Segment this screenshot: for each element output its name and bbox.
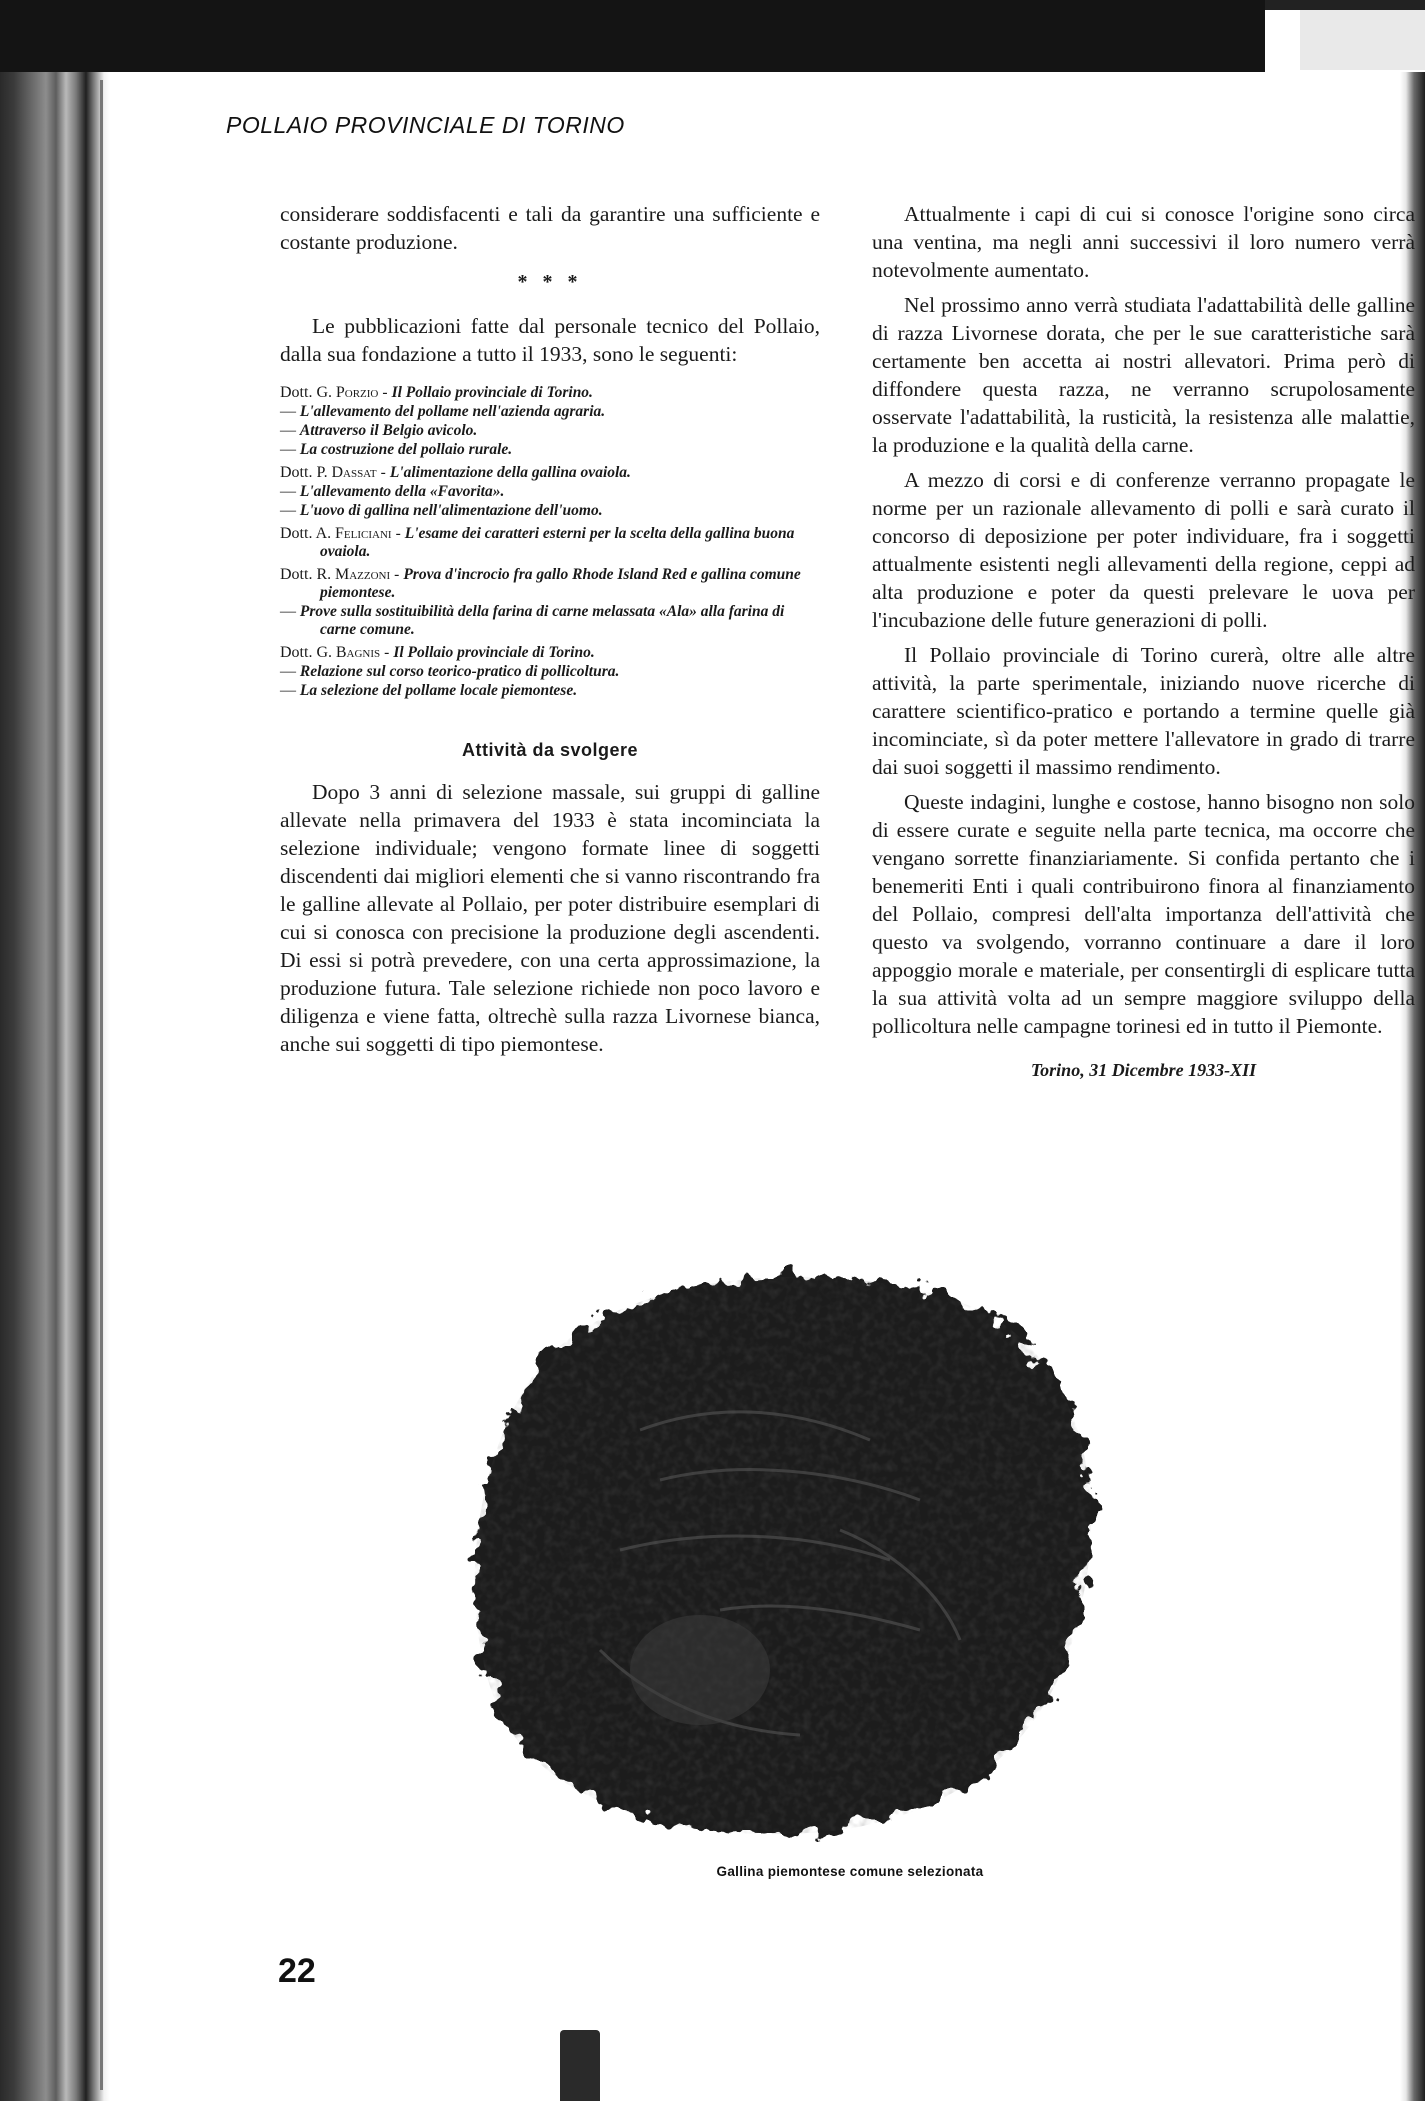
book-spine-shadow [0, 72, 110, 2101]
publication-item [280, 682, 820, 700]
publication-prefix: — [280, 682, 296, 699]
publication-prefix: Dott. R. [280, 566, 332, 583]
publication-item [280, 502, 820, 520]
dateline: Torino, 31 Dicembre 1933-XII [1030, 1060, 1257, 1080]
scan-corner [1300, 10, 1425, 70]
publication-author: Dassat [331, 464, 377, 481]
publication-title: L'alimentazione della gallina ovaiola. [389, 464, 631, 481]
publication-prefix: Dott. P. [280, 464, 328, 481]
publication-item [280, 441, 820, 459]
publication-prefix: — [280, 483, 296, 500]
publication-separator: - [384, 644, 390, 661]
section-paragraph: Dopo 3 anni di selezione massale, sui gruppi di galline allevate nella primavera del 1933 è stata incominciata la selezione individuale; vengono formate linee di soggetti discendenti dai migliori elementi che si vanno riscontrando fra le galline allevate al Pollaio, per poter distribuire esemplari di cui si conosca con precisione la produzione degli ascendenti. Di essi si potrà prevedere, con una certa approssimazione, la produzione futura. Tale selezione richiede non poco lavoro e diligenza e viene fatta, oltrechè sulla razza Livornese bianca, anche sui soggetti di tipo piemontese. [280, 780, 820, 1056]
hen-eye-region [630, 1615, 770, 1725]
paragraph: Queste indagini, lunghe e costose, hanno bisogno non solo di essere curate e seguite nella parte tecnica, ma occorre che vengano sorrette finanziariamente. Si confida pertanto che i benemeriti Enti i quali contribuirono finora al finanziamento del Pollaio, compresi dell'alta importanza dell'attività che questo va svolgendo, vorranno continuare a dare il loro appoggio morale e materiale, per consentirgli di esplicare tutta la sua attività volta ad un sempre maggiore sviluppo della pollicoltura nelle campagne torinesi ed in tutto il Piemonte. [872, 790, 1415, 1038]
publication-title: Prova d'incrocio fra gallo Rhode Island Red e gallina comune piemontese. [320, 566, 801, 601]
publication-title: Attraverso il Belgio avicolo. [299, 422, 478, 439]
publication-title: L'allevamento del pollame nell'azienda agraria. [299, 403, 606, 420]
paragraph: Nel prossimo anno verrà studiata l'adattabilità delle galline di razza Livornese dorata, che per le sue caratteristiche sarà certamente ben accetta ai nostri allevatori. Prima però di diffondere questa razza, ne verranno scrupolosamente osservate l'adattabilità, la rusticità, la resistenza alle malattie, la produzione e la qualità della carne. [872, 293, 1415, 457]
running-head: POLLAIO PROVINCIALE DI TORINO [226, 112, 625, 138]
publications-list [280, 384, 820, 700]
publication-separator: - [380, 464, 386, 481]
section-heading: Attività da svolgere [461, 740, 639, 760]
publication-item [280, 384, 820, 402]
publication-title: Il Pollaio provinciale di Torino. [393, 644, 595, 661]
intro-paragraph: considerare soddisfacenti e tali da garantire una sufficiente e costante produzione. [280, 202, 820, 254]
publication-title: L'allevamento della «Favorita». [299, 483, 505, 500]
page-number: 22 [278, 1952, 316, 1990]
right-column [872, 200, 1415, 1084]
publication-title: L'uovo di gallina nell'alimentazione dell'uomo. [299, 502, 603, 519]
scan-top-shadow [0, 0, 1265, 72]
paragraph: Attualmente i capi di cui si conosce l'origine sono circa una ventina, ma negli anni successivi il loro numero verrà notevolmente aumentato. [872, 202, 1415, 282]
publication-prefix: — [280, 603, 296, 620]
section-separator: * * * [517, 271, 583, 293]
publication-prefix: Dott. A. [280, 525, 332, 542]
left-column [280, 200, 820, 1065]
publication-title: L'esame dei caratteri esterni per la scelta della gallina buona ovaiola. [320, 525, 795, 560]
publication-author: Feliciani [335, 525, 392, 542]
publication-title: La selezione del pollame locale piemontese. [299, 682, 578, 699]
publication-item [280, 422, 820, 440]
scan-bottom-mark [560, 2030, 600, 2101]
publication-prefix: — [280, 663, 296, 680]
paragraph: Il Pollaio provinciale di Torino curerà, oltre alle altre attività, la parte sperimentale, iniziando nuove ricerche di carattere scientifico-pratico e portando a termine quelle già incominciate, sì da poter mettere l'allevatore in grado di trarre dai suoi soggetti il massimo rendimento. [872, 643, 1415, 779]
publication-item [280, 603, 820, 639]
publication-author: Mazzoni [335, 566, 391, 583]
publication-author: Bagnis [335, 644, 381, 661]
publication-prefix: — [280, 422, 296, 439]
publication-item [280, 566, 820, 602]
publications-intro: Le pubblicazioni fatte dal personale tecnico del Pollaio, dalla sua fondazione a tutto il 1933, sono le seguenti: [280, 314, 820, 366]
publication-prefix: Dott. G. [280, 644, 332, 661]
publication-prefix: — [280, 441, 296, 458]
photo-caption: Gallina piemontese comune selezionata [716, 1864, 984, 1879]
publication-item [280, 644, 820, 662]
publication-separator: - [395, 525, 401, 542]
publication-title: Prove sulla sostituibilità della farina di carne melassata «Ala» alla farina di carne comune. [299, 603, 785, 638]
scan-top-shadow-right [1265, 0, 1425, 10]
gutter-line [100, 80, 103, 2090]
publication-separator: - [394, 566, 400, 583]
hen-photo-image [420, 1230, 1130, 1850]
hen-photograph [420, 1230, 1130, 1850]
paragraph: A mezzo di corsi e di conferenze verranno propagate le norme per un razionale allevamento di polli e sarà curato il concorso di deposizione per poter individuare, fra i soggetti attualmente esistenti negli allevamenti della regione, ceppi ad alta produzione e poter da questi prelevare le uova per l'incubazione delle future generazioni di polli. [872, 468, 1415, 632]
publication-prefix: — [280, 403, 296, 420]
publication-separator: - [382, 384, 388, 401]
publication-item [280, 483, 820, 501]
publication-title: Relazione sul corso teorico-pratico di pollicoltura. [299, 663, 620, 680]
publication-author: Porzio [335, 384, 379, 401]
publication-prefix: — [280, 502, 296, 519]
publication-item [280, 525, 820, 561]
publication-item [280, 403, 820, 421]
publication-title: La costruzione del pollaio rurale. [299, 441, 513, 458]
publication-title: Il Pollaio provinciale di Torino. [391, 384, 593, 401]
publication-item [280, 464, 820, 482]
publication-prefix: Dott. G. [280, 384, 332, 401]
publication-item [280, 663, 820, 681]
